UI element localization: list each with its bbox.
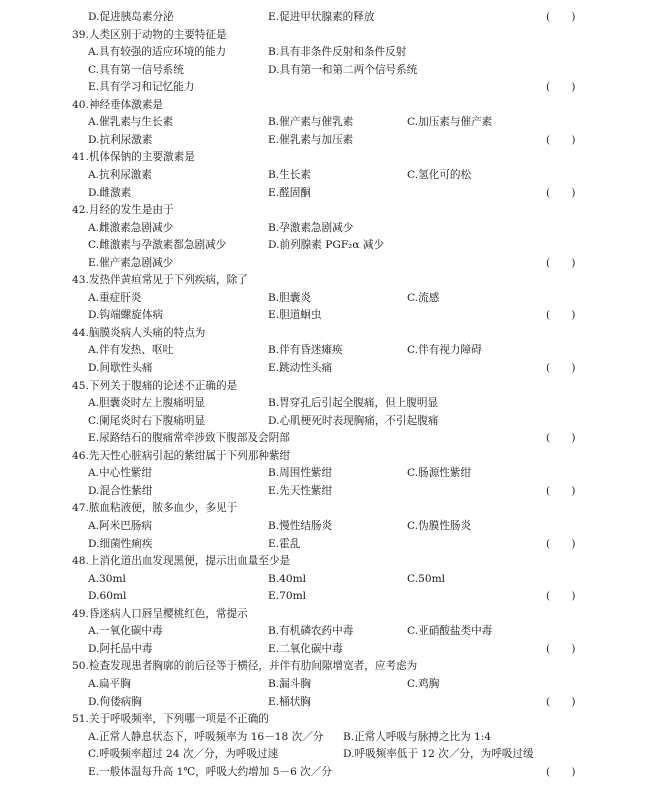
question-stem	[0, 500, 653, 517]
answer-option: E.催产素急剧减少	[88, 256, 174, 269]
question-stem	[0, 378, 653, 395]
answer-option: D.细菌性痢疾	[88, 537, 153, 550]
option-row	[0, 571, 653, 588]
answer-option: B.催产素与催乳素	[268, 116, 354, 129]
option-row	[0, 694, 653, 711]
answer-option: B.孕激素急剧减少	[268, 221, 354, 234]
answer-option: D.60ml	[88, 590, 127, 603]
option-row	[0, 307, 653, 324]
answer-option: A.胆囊炎时左上腹痛明显	[88, 397, 205, 410]
answer-option: E.二氧化碳中毒	[268, 642, 343, 655]
answer-blank: ( )	[546, 256, 576, 269]
answer-option: E.醛固酮	[268, 186, 311, 199]
option-row	[0, 465, 653, 482]
answer-option: A.具有较强的适应环境的能力	[88, 46, 227, 59]
question-stem	[0, 606, 653, 623]
answer-option: A.重症肝炎	[88, 291, 142, 304]
question-text: 51.关于呼吸频率，下列哪一项是不正确的	[72, 713, 269, 725]
answer-option: C.呼吸频率超过 24 次／分，为呼吸过速	[88, 748, 279, 761]
answer-option: E.催乳素与加压素	[268, 133, 354, 146]
question-stem	[0, 202, 653, 219]
answer-option: A.雌激素急剧减少	[88, 221, 174, 234]
option-row	[0, 536, 653, 553]
answer-option: C.氢化可的松	[407, 169, 472, 181]
question-stem	[0, 711, 653, 728]
option-row	[0, 44, 653, 61]
answer-option: D.心肌梗死时表现胸痛，不引起腹痛	[268, 414, 439, 427]
answer-blank: ( )	[546, 765, 576, 778]
answer-option: C.伴有视力障碍	[407, 344, 482, 357]
option-row	[0, 185, 653, 202]
answer-option: E.尿路结石的腹痛常牵涉致下腹部及会阴部	[88, 432, 290, 445]
option-row	[0, 342, 653, 359]
option-row	[0, 430, 653, 447]
question-stem	[0, 658, 653, 675]
answer-option: C.肠源性紫绀	[407, 467, 472, 480]
question-text: 47.脓血粘液便，脓多血少，多见于	[72, 502, 238, 515]
option-row	[0, 114, 653, 131]
answer-option: E.霍乱	[268, 537, 301, 550]
option-row	[0, 588, 653, 605]
option-row	[0, 62, 653, 79]
answer-option: B.漏斗胸	[268, 677, 311, 690]
answer-option: C.加压素与催产素	[407, 116, 493, 129]
answer-option: A.阿米巴肠病	[88, 520, 152, 532]
question-text: 39.人类区别于动物的主要特征是	[72, 28, 227, 41]
answer-option: B.有机磷农药中毒	[268, 625, 354, 638]
answer-option: B.周围性紫绀	[268, 467, 333, 480]
answer-blank: ( )	[546, 81, 576, 94]
answer-option: E.具有学习和记忆能力	[88, 81, 195, 94]
answer-option: D.钩端螺旋体病	[88, 309, 164, 322]
answer-option: B.具有非条件反射和条件反射	[268, 46, 407, 59]
answer-option: C.具有第一信号系统	[88, 63, 184, 76]
option-row	[0, 237, 653, 254]
option-row	[0, 729, 653, 746]
option-row	[0, 360, 653, 377]
answer-blank: ( )	[546, 432, 576, 445]
option-row	[0, 746, 653, 763]
answer-option: C.鸡胸	[407, 677, 440, 690]
question-stem	[0, 448, 653, 465]
answer-option: B.胃穿孔后引起全腹痛，但上腹明显	[268, 397, 439, 410]
question-text: 46.先天性心脏病引起的紫绀属于下列那种紫绀	[72, 449, 291, 462]
question-text: 42.月经的发生是由于	[72, 204, 174, 217]
answer-option: E.先天性紫绀	[268, 484, 333, 497]
answer-option: D.间歇性头痛	[88, 362, 153, 374]
answer-option: B.胆囊炎	[268, 291, 311, 304]
answer-option: B.伴有昏迷瘫痪	[268, 344, 343, 357]
option-row	[0, 220, 653, 237]
question-stem	[0, 553, 653, 570]
question-text: 48.上消化道出血发现黑便，提示出血量至少是	[72, 555, 291, 568]
question-text: 49.昏迷病人口唇呈樱桃红色，常提示	[72, 607, 248, 620]
answer-option: D.雌激素	[88, 186, 132, 199]
option-row	[0, 518, 653, 535]
option-row	[0, 483, 653, 500]
answer-option: E.促进甲状腺素的释放	[268, 11, 375, 23]
answer-blank: ( )	[546, 695, 576, 708]
question-stem	[0, 27, 653, 44]
option-row	[0, 395, 653, 412]
answer-blank: ( )	[546, 642, 576, 655]
answer-option: A.伴有发热、呕吐	[88, 344, 174, 357]
question-text: 44.脑膜炎病人头痛的特点为	[72, 326, 206, 339]
answer-option: A.扁平胸	[88, 677, 131, 690]
answer-option: D.混合性紫绀	[88, 484, 153, 497]
answer-option: D.促进胰岛素分泌	[88, 11, 174, 23]
option-row	[0, 167, 653, 184]
answer-option: E.70ml	[268, 590, 307, 603]
answer-option: C.阑尾炎时右下腹痛明显	[88, 414, 206, 427]
option-row	[0, 132, 653, 149]
question-stem	[0, 325, 653, 342]
answer-option: D.佝偻病胸	[88, 695, 142, 708]
answer-blank: ( )	[546, 590, 576, 603]
answer-option: B.慢性结肠炎	[268, 520, 333, 532]
answer-option: C.雌激素与孕激素都急剧减少	[88, 239, 227, 252]
question-text: 40.神经垂体激素是	[72, 98, 164, 111]
answer-option: E.桶状胸	[268, 695, 311, 708]
answer-option: C.流感	[407, 291, 440, 304]
question-text: 50.检查发现患者胸廓的前后径等于横径，并伴有肋间隙增宽者，应考虑为	[72, 660, 418, 673]
answer-option: A.催乳素与生长素	[88, 116, 174, 129]
question-text: 41.机体保钠的主要激素是	[72, 151, 195, 164]
answer-option: B.40ml	[268, 572, 307, 585]
answer-option: A.中心性紫绀	[88, 467, 152, 480]
answer-option: B.正常人呼吸与脉搏之比为 1:4	[343, 730, 492, 743]
answer-option: D.抗利尿激素	[88, 133, 153, 146]
answer-blank: ( )	[546, 186, 576, 199]
question-stem	[0, 97, 653, 114]
option-row	[0, 623, 653, 640]
answer-option: D.呼吸频率低于 12 次／分，为呼吸过缓	[343, 748, 534, 761]
answer-option: C.50ml	[407, 572, 446, 585]
answer-option: B.生长素	[268, 169, 311, 181]
answer-option: A.一氧化碳中毒	[88, 625, 163, 638]
option-row	[0, 641, 653, 658]
option-row	[0, 79, 653, 96]
answer-option: A.正常人静息状态下，呼吸频率为 16－18 次／分	[88, 730, 324, 743]
answer-option: A.30ml	[88, 572, 126, 585]
answer-option: A.抗利尿激素	[88, 169, 152, 181]
answer-option: D.阿托品中毒	[88, 642, 153, 655]
answer-option: E.跳动性头痛	[268, 362, 333, 374]
answer-blank: ( )	[546, 537, 576, 550]
question-text: 43.发热伴黄疸常见于下列疾病，除了	[72, 274, 248, 287]
answer-option: C.亚硝酸盐类中毒	[407, 625, 493, 638]
option-row	[0, 290, 653, 307]
answer-option: D.前列腺素 PGF₂α 减少	[268, 239, 385, 252]
option-row	[0, 764, 653, 781]
option-row	[0, 9, 653, 26]
answer-option: D.具有第一和第二两个信号系统	[268, 63, 418, 76]
option-row	[0, 413, 653, 430]
question-stem	[0, 272, 653, 289]
option-row	[0, 676, 653, 693]
option-row	[0, 255, 653, 272]
answer-blank: ( )	[546, 309, 576, 322]
question-stem	[0, 149, 653, 166]
answer-option: C.伪膜性肠炎	[407, 520, 472, 532]
answer-blank: ( )	[546, 133, 576, 146]
question-text: 45.下列关于腹痛的论述不正确的是	[72, 379, 238, 392]
answer-blank: ( )	[546, 11, 576, 23]
answer-blank: ( )	[546, 362, 576, 374]
answer-blank: ( )	[546, 484, 576, 497]
answer-option: E.一般体温每升高 1℃，呼吸大约增加 5－6 次／分	[88, 765, 332, 778]
answer-option: E.胆道蛔虫	[268, 309, 322, 322]
